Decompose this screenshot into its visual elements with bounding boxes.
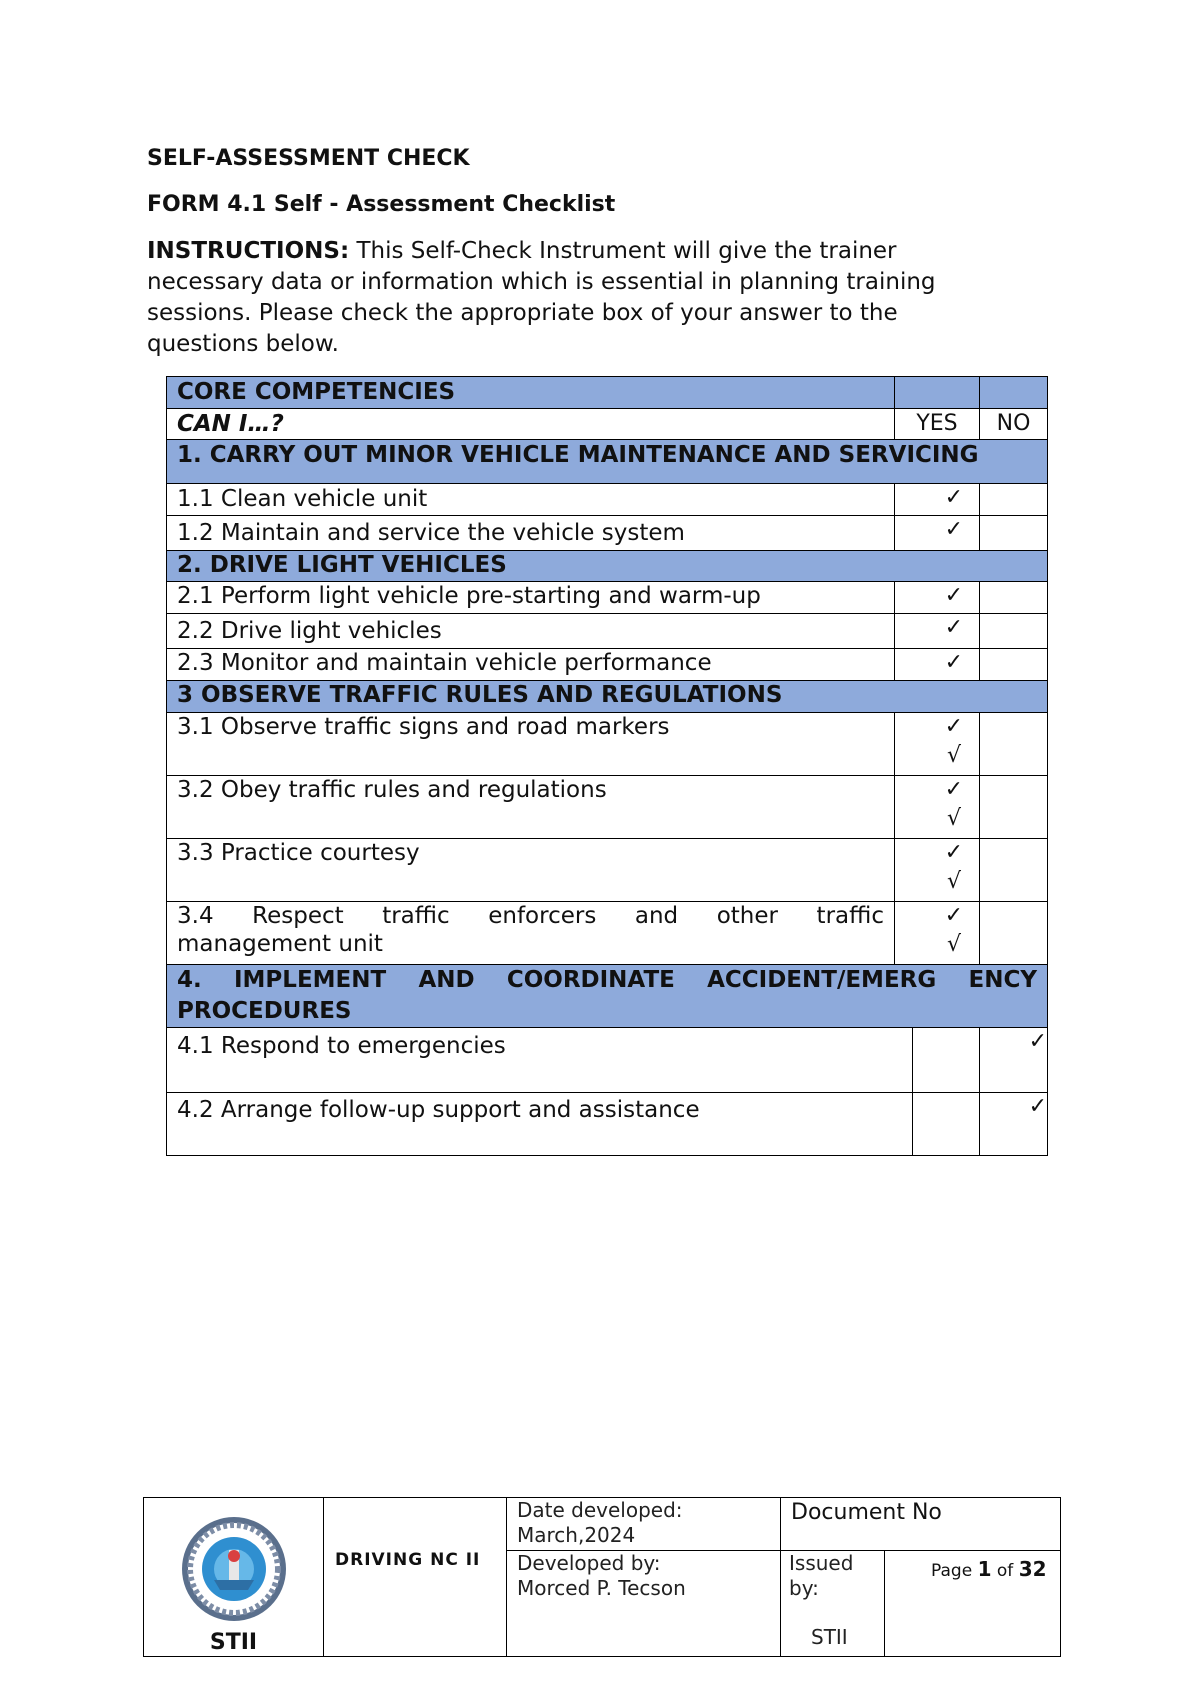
yes-header: YES	[895, 409, 980, 440]
no-cell[interactable]	[980, 1028, 1048, 1092]
no-cell[interactable]	[980, 776, 1048, 839]
check-mark-icon: ✓	[944, 650, 963, 675]
check-mark-icon: ✓	[944, 714, 963, 739]
of-word: of	[996, 1561, 1014, 1581]
section-3-title: 3 OBSERVE TRAFFIC RULES AND REGULATIONS	[167, 681, 1048, 713]
issued-label-1: Issued	[789, 1551, 854, 1575]
no-cell[interactable]	[980, 649, 1048, 681]
item-row	[167, 614, 1048, 649]
section-4-row	[167, 965, 1048, 1028]
check-mark-icon: ✓	[944, 517, 963, 542]
no-cell[interactable]	[980, 839, 1048, 902]
item-row	[167, 484, 1048, 516]
checklist-table-section-4	[166, 1028, 1048, 1156]
item-label-line-1: 3.4 Respect traffic enforcers and other traffic	[177, 903, 884, 929]
item-label: 1.2 Maintain and service the vehicle system	[167, 516, 895, 551]
item-label-line-2: management unit	[177, 931, 383, 957]
developer-label: Developed by:	[517, 1551, 661, 1575]
check-mark-icon: ✓	[944, 583, 963, 608]
course-cell	[324, 1498, 507, 1657]
item-label: 1.1 Clean vehicle unit	[167, 484, 895, 516]
check-mark-icon: ✓	[1028, 1093, 1047, 1119]
item-row	[167, 649, 1048, 681]
issued-cell	[781, 1551, 885, 1657]
developer-value: Morced P. Tecson	[517, 1576, 686, 1600]
page-current: 1	[977, 1557, 992, 1581]
yes-cell[interactable]	[913, 1028, 980, 1092]
item-label: 4.1 Respond to emergencies	[167, 1028, 913, 1092]
yes-cell[interactable]	[895, 713, 980, 776]
check-mark-icon: ✓	[944, 615, 963, 640]
item-row	[167, 582, 1048, 614]
section-2-title: 2. DRIVE LIGHT VEHICLES	[167, 551, 1048, 582]
developer-cell	[507, 1551, 781, 1657]
check-mark-icon: ✓	[944, 777, 963, 802]
org-name: STII	[209, 1630, 258, 1655]
no-cell[interactable]	[980, 713, 1048, 776]
section-3-row	[167, 681, 1048, 713]
item-row	[167, 516, 1048, 551]
no-cell[interactable]	[980, 902, 1048, 965]
item-row	[167, 776, 1048, 839]
yes-cell[interactable]	[895, 516, 980, 551]
section-4-title-line-2: PROCEDURES	[177, 998, 352, 1024]
page-title: SELF-ASSESSMENT CHECK	[147, 146, 470, 171]
no-cell[interactable]	[980, 516, 1048, 551]
check-mark-alt-icon: √	[946, 869, 961, 894]
form-title: FORM 4.1 Self - Assessment Checklist	[147, 192, 616, 217]
logo-cell	[144, 1498, 324, 1657]
stii-seal-logo	[169, 1514, 299, 1624]
page-word: Page	[931, 1561, 973, 1581]
item-label	[167, 902, 895, 965]
yes-cell[interactable]	[913, 1092, 980, 1155]
no-cell[interactable]	[980, 614, 1048, 649]
instructions	[147, 236, 1007, 360]
check-mark-alt-icon: √	[946, 932, 961, 957]
course-name: DRIVING NC II	[335, 1550, 481, 1570]
date-cell	[507, 1498, 781, 1551]
section-1-row	[167, 440, 1048, 484]
doc-no-cell	[781, 1498, 1061, 1551]
document-footer	[143, 1497, 1061, 1657]
item-label: 2.3 Monitor and maintain vehicle performance	[167, 649, 895, 681]
item-row	[167, 1092, 1048, 1155]
yes-cell[interactable]	[895, 839, 980, 902]
page-total: 32	[1018, 1557, 1047, 1581]
no-cell[interactable]	[980, 1092, 1048, 1155]
yes-cell[interactable]	[895, 484, 980, 516]
item-label: 2.1 Perform light vehicle pre-starting and warm-up	[167, 582, 895, 614]
check-mark-icon: ✓	[1028, 1029, 1047, 1054]
page-cell	[885, 1551, 1061, 1657]
no-header: NO	[980, 409, 1048, 440]
item-row	[167, 902, 1048, 965]
can-row	[167, 409, 1048, 440]
no-cell[interactable]	[980, 582, 1048, 614]
item-label: 3.1 Observe traffic signs and road markers	[167, 713, 895, 776]
check-mark-icon: ✓	[944, 840, 963, 865]
issued-label-2: by:	[789, 1576, 819, 1600]
section-2-row	[167, 551, 1048, 582]
section-4-title-line-1: 4. IMPLEMENT AND COORDINATE ACCIDENT/EMERG ENCY	[177, 967, 1037, 993]
no-cell[interactable]	[980, 484, 1048, 516]
checklist-table	[166, 376, 1048, 1028]
item-label: 3.2 Obey traffic rules and regulations	[167, 776, 895, 839]
issued-value: STII	[811, 1625, 848, 1649]
section-1-title: 1. CARRY OUT MINOR VEHICLE MAINTENANCE AND SERVICING	[167, 440, 1048, 484]
date-label: Date developed:	[517, 1498, 683, 1522]
yes-cell[interactable]	[895, 582, 980, 614]
item-label: 4.2 Arrange follow-up support and assistance	[167, 1092, 913, 1155]
item-row	[167, 839, 1048, 902]
core-header: CORE COMPETENCIES	[167, 377, 895, 409]
check-mark-icon: ✓	[944, 485, 963, 510]
yes-cell[interactable]	[895, 614, 980, 649]
page-number	[931, 1557, 1050, 1581]
yes-cell[interactable]	[895, 776, 980, 839]
core-header-row	[167, 377, 1048, 409]
date-value: March,2024	[517, 1523, 636, 1547]
can-label: CAN I…?	[167, 409, 895, 440]
check-mark-alt-icon: √	[946, 743, 961, 768]
item-row	[167, 713, 1048, 776]
check-mark-icon: ✓	[944, 903, 963, 928]
yes-cell[interactable]	[895, 902, 980, 965]
instructions-label: INSTRUCTIONS:	[147, 238, 350, 264]
item-row	[167, 1028, 1048, 1092]
instructions-text: This Self-Check Instrument will give the trainer necessary data or information which is essential in planning training sessions. Please check the appropriate box of your answer to the questions below.	[147, 238, 936, 357]
item-label: 3.3 Practice courtesy	[167, 839, 895, 902]
doc-no-label: Document No	[791, 1500, 942, 1525]
section-4-title	[167, 965, 1048, 1028]
yes-cell[interactable]	[895, 649, 980, 681]
item-label: 2.2 Drive light vehicles	[167, 614, 895, 649]
check-mark-alt-icon: √	[946, 806, 961, 831]
